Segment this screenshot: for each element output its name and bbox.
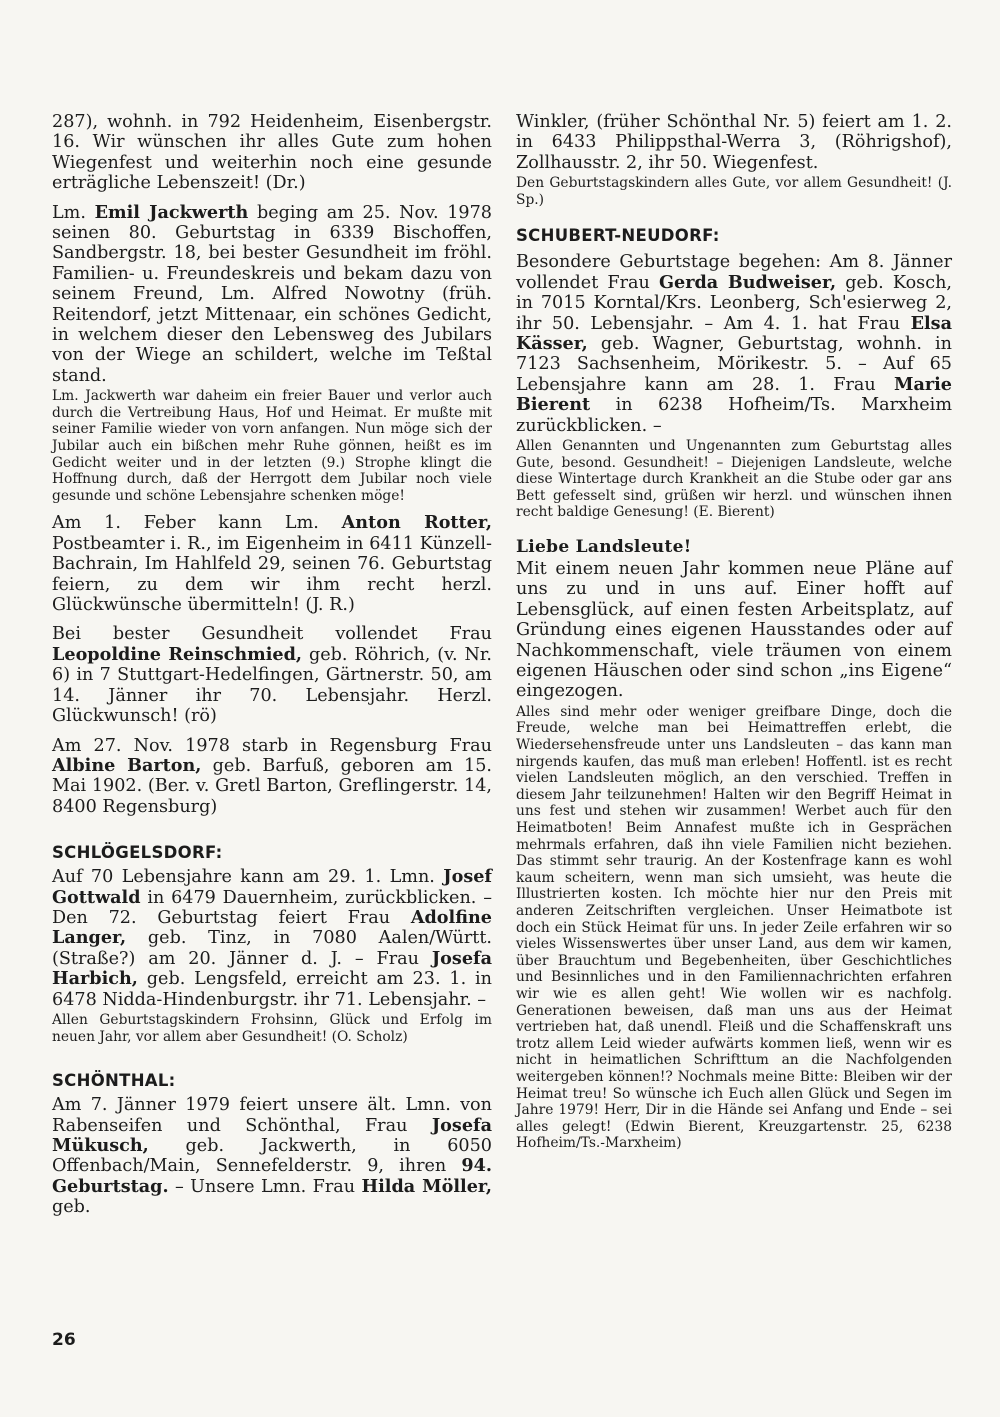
section-heading-schubert-neudorf: SCHUBERT-NEUDORF: [516,226,720,246]
paragraph-schloegelsdorf-birthdays: Auf 70 Lebensjahre kann am 29. 1. Lmn. Josef Gottwald in 6479 Dauernheim, zurückblicken. – Den 72. Geburtstag feiert Frau Adolfine Langer, geb. Tinz, in 7080 Aalen/Württ. (Straße?) am 20. Jänner d. J. – Frau Josefa Harbich, geb. Lengsfeld, erreicht am 23. 1. in 6478 Nidda-Hindenburgstr. ihr 71. Lebensjahr. – [52,866,492,1010]
name-hilda-moeller: Hilda Möller, [361,1175,493,1197]
paragraph-winkler: Winkler, (früher Schönthal Nr. 5) feiert am 1. 2. in 6433 Philippsthal-Werra 3, (Röhrigshof), Zollhausstr. 2, ihr 50. Wiegenfest. [516,112,952,173]
paragraph-new-year-intro: Mit einem neuen Jahr kommen neue Pläne auf uns zu und in uns auf. Einer hofft auf Lebensglück, auf einen festen Arbeitsplatz, auf Gründung eines eigenen Hausstandes oder auf Nachkommenschaft, viele träumen von einem eigenen Häuschen oder sind schon „ins Eigene“ eingezogen. [516,559,952,702]
paragraph-schloegelsdorf-wishes: Allen Geburtstagskindern Frohsinn, Glück und Erfolg im neuen Jahr, vor allem aber Gesundheit! (O. Scholz) [52,1011,492,1045]
paragraph-schubert-neudorf-wishes: Allen Genannten und Ungenannten zum Geburtstag alles Gute, besond. Gesundheit! – Diejenigen Landsleute, welche diese Wintertage durch Krankheit an die Stube oder gar ans Bett gefesselt sind, grüßen wir herzl. und wünschen ihnen recht baldige Genesung! (E. Bierent) [516,438,952,521]
name-josefa-harbich: Josefa Harbich, [52,947,492,990]
paragraph-winkler-wishes: Den Geburtstagskindern alles Gute, vor allem Gesundheit! (J. Sp.) [516,175,952,208]
name-leopoldine-reinschmied: Leopoldine Reinschmied, [52,643,303,665]
name-elsa-kaesser: Elsa Kässer, [516,312,952,355]
paragraph-jackwerth-note: Lm. Jackwerth war daheim ein freier Bauer und verlor auch durch die Vertreibung Haus, Hof und Heimat. Er mußte mit seiner Familie wieder von vorn anfangen. Nun möge sich der Jubilar auch ein bißchen mehr Ruhe gönnen, heißt es im Gedicht weiter und in der letzten (9.) Strophe klingt die Hoffnung durch, daß der Herrgott dem Jubilar noch viele gesunde und schöne Lebensjahre schenken möge! [52,388,492,504]
name-adolfine-langer: Adolfine Langer, [52,906,492,949]
paragraph-jackwerth: Lm. Emil Jackwerth beging am 25. Nov. 1978 seinen 80. Geburtstag in 6339 Bischoffen, Sandbergstr. 18, bei bester Gesundheit im fröhl. Familien- u. Freundeskreis und bekam dazu von seinem Freund, Lm. Alfred Nowotny (früh. Reitendorf, jetzt Mittenaar, ein schönes Gedicht, in welchem dieser den Lebensweg des Jubilars von der Wiege an schildert, welche im Teßtal stand. [52,201,492,386]
paragraph-new-year-letter: Alles sind mehr oder weniger greifbare Dinge, doch die Freude, welche man bei Heimattreffen erlebt, die Wiedersehensfreude unter uns Landsleuten – das kann man nirgends kaufen, das muß man erleben! Hoffentl. ist es recht vielen Landsleuten möglich, an den verschied. Treffen in diesem Jahr teilzunehmen! Halten wir den Begriff Heimat in uns fest und stehen wir zusammen! Werbet auch für den Heimatboten! Beim Annafest mußte ich in Gesprächen mehrmals erfahren, daß ihn viele Familien nicht beziehen. Das stimmt sehr traurig. An der Kostenfrage kann es wohl kaum scheitern, wenn man sich umsieht, was heute die Illustrierten kosten. Ich möchte hier nur den Preis mit anderen Zeitschriften vergleichen. Unser Heimatbote ist doch ein Stück Heimat für uns. In jeder Zeile erfahren wir so vieles Wissenswertes über unser Land, aus dem wir kamen, über Brauchtum und Begebenheiten, über Geschichtliches und Besinnliches und in den Familiennachrichten erfahren wir wie es allen geht! Wie wollen wir es nachfolg. Generationen beweisen, daß man uns aus der Heimat vertrieben hat, daß unendl. Fleiß und die Schaffenskraft uns trotz allem Leid wieder aufwärts kommen ließ, wenn wir es nicht in heimatlichen Schrifttum an die Nachfolgenden weitergeben können!? Nochmals meine Bitte: Bleiben wir der Heimat treu! So wünsche ich Euch allen Glück und Segen im Jahre 1979! Herr, Dir in die Hände sei Anfang und Ende – sei alles gelegt! (Edwin Bierent, Kreuzgartenstr. 25, 6238 Hofheim/Ts.-Marxheim) [516,703,952,1152]
paragraph-reinschmied: Bei bester Gesundheit vollendet Frau Leopoldine Reinschmied, geb. Röhrich, (v. Nr. 6) in 7 Stuttgart-Hedelfingen, Gärtnerstr. 50, am 14. Jänner ihr 70. Lebensjahr. Herzl. Glückwunsch! (rö) [52,624,492,727]
section-heading-liebe-landsleute: Liebe Landsleute! [516,537,692,558]
section-heading-schloegelsdorf: SCHLÖGELSDORF: [52,843,223,863]
page-number: 26 [52,1330,76,1350]
section-heading-schoenthal: SCHÖNTHAL: [52,1071,176,1091]
name-anton-rotter: Anton Rotter, [341,512,492,534]
name-josefa-muekusch: Josefa Mükusch, [52,1114,492,1156]
paragraph-rotter: Am 1. Feber kann Lm. Anton Rotter, Postbeamter i. R., im Eigenheim in 6411 Künzell-Bachrain, Im Hahlfeld 29, seinen 76. Geburtstag feiern, zu dem wir ihm recht herzl. Glückwünsche übermitteln! (J. R.) [52,512,492,616]
paragraph-schubert-neudorf-birthdays: Besondere Geburtstage begehen: Am 8. Jänner vollendet Frau Gerda Budweiser, geb. Kosch, in 7015 Korntal/Krs. Leonberg, Sch'esierweg 2, ihr 50. Lebensjahr. – Am 4. 1. hat Frau Elsa Kässer, geb. Wagner, Geburtstag, wohnh. in 7123 Sachsenheim, Mörikestr. 5. – Auf 65 Lebensjahre kann am 28. 1. Frau Marie Bierent in 6238 Hofheim/Ts. Marxheim zurückblicken. – [516,252,952,436]
paragraph-heidenheim: 287), wohnh. in 792 Heidenheim, Eisenbergstr. 16. Wir wünschen ihr alles Gute zum hohen Wiegenfest und weiterhin noch eine gesunde erträgliche Lebenszeit! (Dr.) [52,112,492,194]
right-column [516,112,952,1152]
left-column [52,112,492,1218]
name-marie-bierent: Marie Bierent [516,373,952,416]
name-albine-barton: Albine Barton, [52,754,202,776]
paragraph-barton: Am 27. Nov. 1978 starb in Regensburg Frau Albine Barton, geb. Barfuß, geboren am 15. Mai 1902. (Ber. v. Gretl Barton, Greflingerstr. 14, 8400 Regensburg) [52,735,493,817]
name-emil-jackwerth: Emil Jackwerth [94,201,249,223]
name-josef-gottwald: Josef Gottwald [52,866,492,908]
name-gerda-budweiser: Gerda Budweiser, [659,271,837,293]
birthday-94: 94. Geburtstag. [52,1155,492,1197]
paragraph-schoenthal-birthdays: Am 7. Jänner 1979 feiert unsere ält. Lmn. von Rabenseifen und Schönthal, Frau Josefa Mükusch, geb. Jackwerth, in 6050 Offenbach/Main, Sennefelderstr. 9, ihren 94. Geburtstag. – Unsere Lmn. Frau Hilda Möller, geb. [52,1095,493,1218]
